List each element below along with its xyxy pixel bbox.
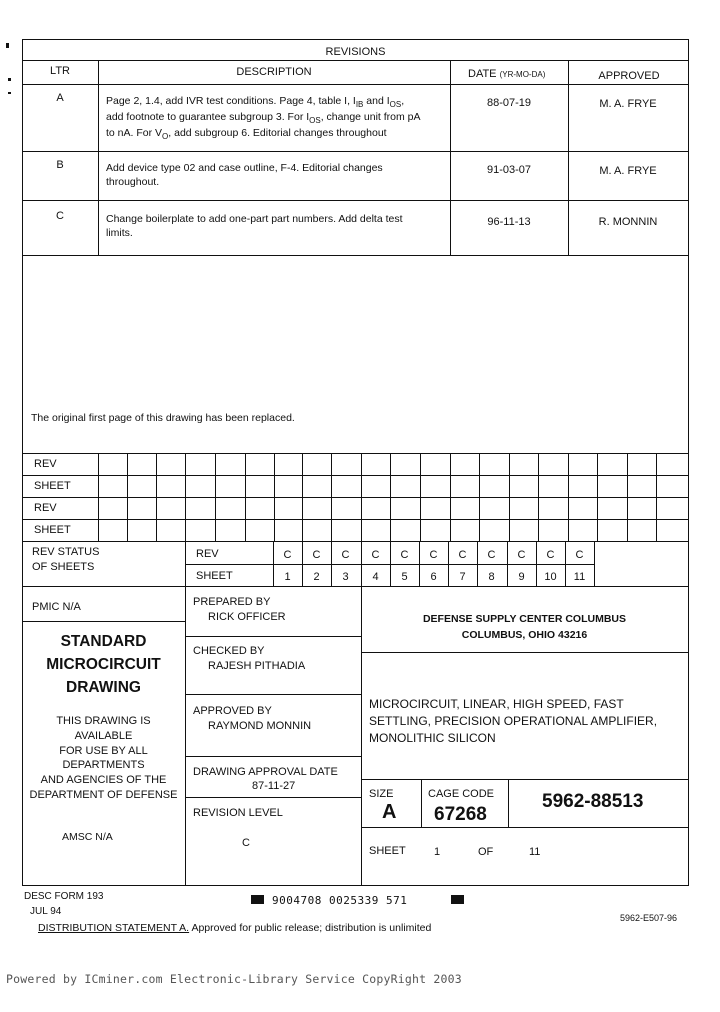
replaced-note: The original first page of this drawing has been replaced.	[31, 412, 295, 424]
scan-mark	[8, 92, 11, 94]
barcode-block-icon	[251, 895, 264, 904]
of-label: OF	[478, 846, 494, 858]
grid-column-line	[538, 453, 539, 541]
grid-column-line	[127, 453, 128, 541]
grid-column-line	[656, 453, 657, 541]
col-ltr-header: LTR	[50, 65, 70, 77]
rev-status-rev-cell: C	[458, 549, 467, 561]
revision-description: Add device type 02 and case outline, F-4. Editorial changes throughout.	[106, 162, 383, 188]
rev-status-sheet-cell: 10	[544, 571, 557, 583]
amsc-label: AMSC N/A	[62, 831, 113, 843]
rev-status-sheet-cell: 9	[518, 571, 525, 583]
rev-status-sheet-cell: 2	[313, 571, 320, 583]
grid-column-line	[568, 453, 569, 541]
rev-status-sheet-cell: 3	[342, 571, 349, 583]
form-date: JUL 94	[30, 906, 62, 917]
rev-status-rev-cell: C	[575, 549, 584, 561]
rev-status-sheet-cell: 7	[459, 571, 466, 583]
rev-status-sheet-cell: 5	[401, 571, 408, 583]
form-number: DESC FORM 193	[24, 891, 104, 902]
checked-by-label: CHECKED BY	[193, 645, 265, 657]
sheet-row-label: SHEET	[196, 570, 233, 582]
rev-status-rev-cell: C	[312, 549, 321, 561]
revision-approved: M. A. FRYE	[599, 98, 657, 110]
rev-status-sheet-cell: 6	[430, 571, 437, 583]
grid-column-line	[450, 453, 451, 541]
grid-column-line	[245, 453, 246, 541]
rev-status-rev-cell: C	[487, 549, 496, 561]
grid-column-line	[274, 453, 275, 541]
document-code: 5962-E507-96	[620, 913, 678, 923]
sheet-label: SHEET	[369, 845, 406, 857]
revision-description: Change boilerplate to add one-part part numbers. Add delta test limits.	[106, 213, 403, 239]
drawing-title: MICROCIRCUIT, LINEAR, HIGH SPEED, FAST SETTLING, PRECISION OPERATIONAL AMPLIFIER, MONOLITHIC SILICON	[369, 697, 658, 745]
revision-date: 96-11-13	[487, 216, 531, 228]
standard-drawing-title: STANDARD MICROCIRCUIT DRAWING	[46, 633, 161, 696]
size-value: A	[382, 801, 397, 823]
revision-description: Page 2, 1.4, add IVR test conditions. Page 4, table I, $I_{IB}$ and $I_{OS}$, add footnote to guarantee subgroup 3. For $I_{OS}$, change unit from pA to nA. For $V_O$, add subgroup 6. Editorial changes throughout	[106, 95, 421, 142]
rev-status-rev-cell: C	[371, 549, 380, 561]
revision-ltr: A	[56, 92, 64, 104]
status-column-line	[594, 541, 595, 586]
prepared-by-label: PREPARED BY	[193, 596, 271, 608]
cage-code-value: 67268	[434, 804, 487, 825]
approved-by-name: RAYMOND MONNIN	[208, 720, 312, 732]
rev-status-sheet-cell: 1	[284, 571, 291, 583]
rev-row-label: REV	[196, 548, 219, 560]
revisions-header: REVISIONS	[325, 46, 386, 58]
sheet-total: 11	[529, 846, 541, 858]
pmic-label: PMIC N/A	[32, 601, 81, 613]
grid-label-rev: REV	[34, 458, 57, 470]
sheet-number: 1	[434, 846, 441, 858]
approval-date: 87-11-27	[252, 780, 296, 792]
prepared-by-name: RICK OFFICER	[208, 611, 286, 623]
rev-status-rev-cell: C	[400, 549, 409, 561]
grid-column-line	[479, 453, 480, 541]
rev-status-rev-cell: C	[283, 549, 292, 561]
rev-status-rev-cell: C	[341, 549, 350, 561]
grid-column-line	[390, 453, 391, 541]
distribution-statement: DISTRIBUTION STATEMENT A. Approved for public release; distribution is unlimited	[38, 922, 432, 934]
size-label: SIZE	[369, 788, 394, 800]
approved-by-label: APPROVED BY	[193, 705, 272, 717]
cage-code-label: CAGE CODE	[428, 788, 495, 800]
rev-status-sheet-cell: 11	[573, 571, 586, 583]
barcode-block-icon	[451, 895, 464, 904]
revision-date: 91-03-07	[486, 164, 532, 176]
scan-mark	[8, 78, 11, 81]
approval-date-label: DRAWING APPROVAL DATE	[193, 766, 338, 778]
grid-column-line	[215, 453, 216, 541]
grid-label-sheet: SHEET	[34, 480, 71, 492]
agency-name: DEFENSE SUPPLY CENTER COLUMBUS COLUMBUS, OHIO 43216	[422, 613, 627, 641]
grid-column-line	[420, 453, 421, 541]
revision-date: 88-07-19	[486, 97, 532, 109]
grid-label-rev: REV	[34, 502, 57, 514]
copyright-credit: Powered by ICminer.com Electronic-Library Service CopyRight 2003	[6, 972, 462, 986]
grid-column-line	[185, 453, 186, 541]
rev-status-label: OF SHEETS	[32, 561, 95, 573]
col-approved-header: APPROVED	[598, 70, 660, 82]
grid-column-line	[627, 453, 628, 541]
grid-column-line	[156, 453, 157, 541]
drawing-number: 5962-88513	[542, 791, 644, 812]
rev-status-rev-cell: C	[546, 549, 555, 561]
availability-statement: THIS DRAWING IS AVAILABLE FOR USE BY ALL DEPARTMENTS AND AGENCIES OF THE DEPARTMENT OF DEFENSE	[29, 715, 178, 801]
rev-status-sheet-cell: 8	[488, 571, 495, 583]
rev-status-rev-cell: C	[517, 549, 526, 561]
grid-column-line	[597, 453, 598, 541]
revision-ltr: B	[56, 159, 64, 171]
col-date-header: DATE (YR-MO-DA)	[468, 68, 546, 80]
rev-status-rev-cell: C	[429, 549, 438, 561]
revision-level: C	[242, 837, 250, 849]
grid-label-sheet: SHEET	[34, 524, 71, 536]
grid-column-line	[509, 453, 510, 541]
barcode-text: 9004708 0025339 571	[272, 894, 408, 907]
revision-approved: R. MONNIN	[598, 216, 658, 228]
revision-ltr: C	[56, 210, 64, 222]
col-description-header: DESCRIPTION	[236, 66, 312, 78]
rev-status-label: REV STATUS	[32, 546, 100, 558]
grid-column-line	[361, 453, 362, 541]
checked-by-name: RAJESH PITHADIA	[208, 660, 306, 672]
rev-status-sheet-cell: 4	[372, 571, 379, 583]
revision-level-label: REVISION LEVEL	[193, 807, 283, 819]
revision-approved: M. A. FRYE	[599, 165, 657, 177]
scan-mark	[6, 43, 9, 48]
grid-column-line	[302, 453, 303, 541]
grid-column-line	[331, 453, 332, 541]
